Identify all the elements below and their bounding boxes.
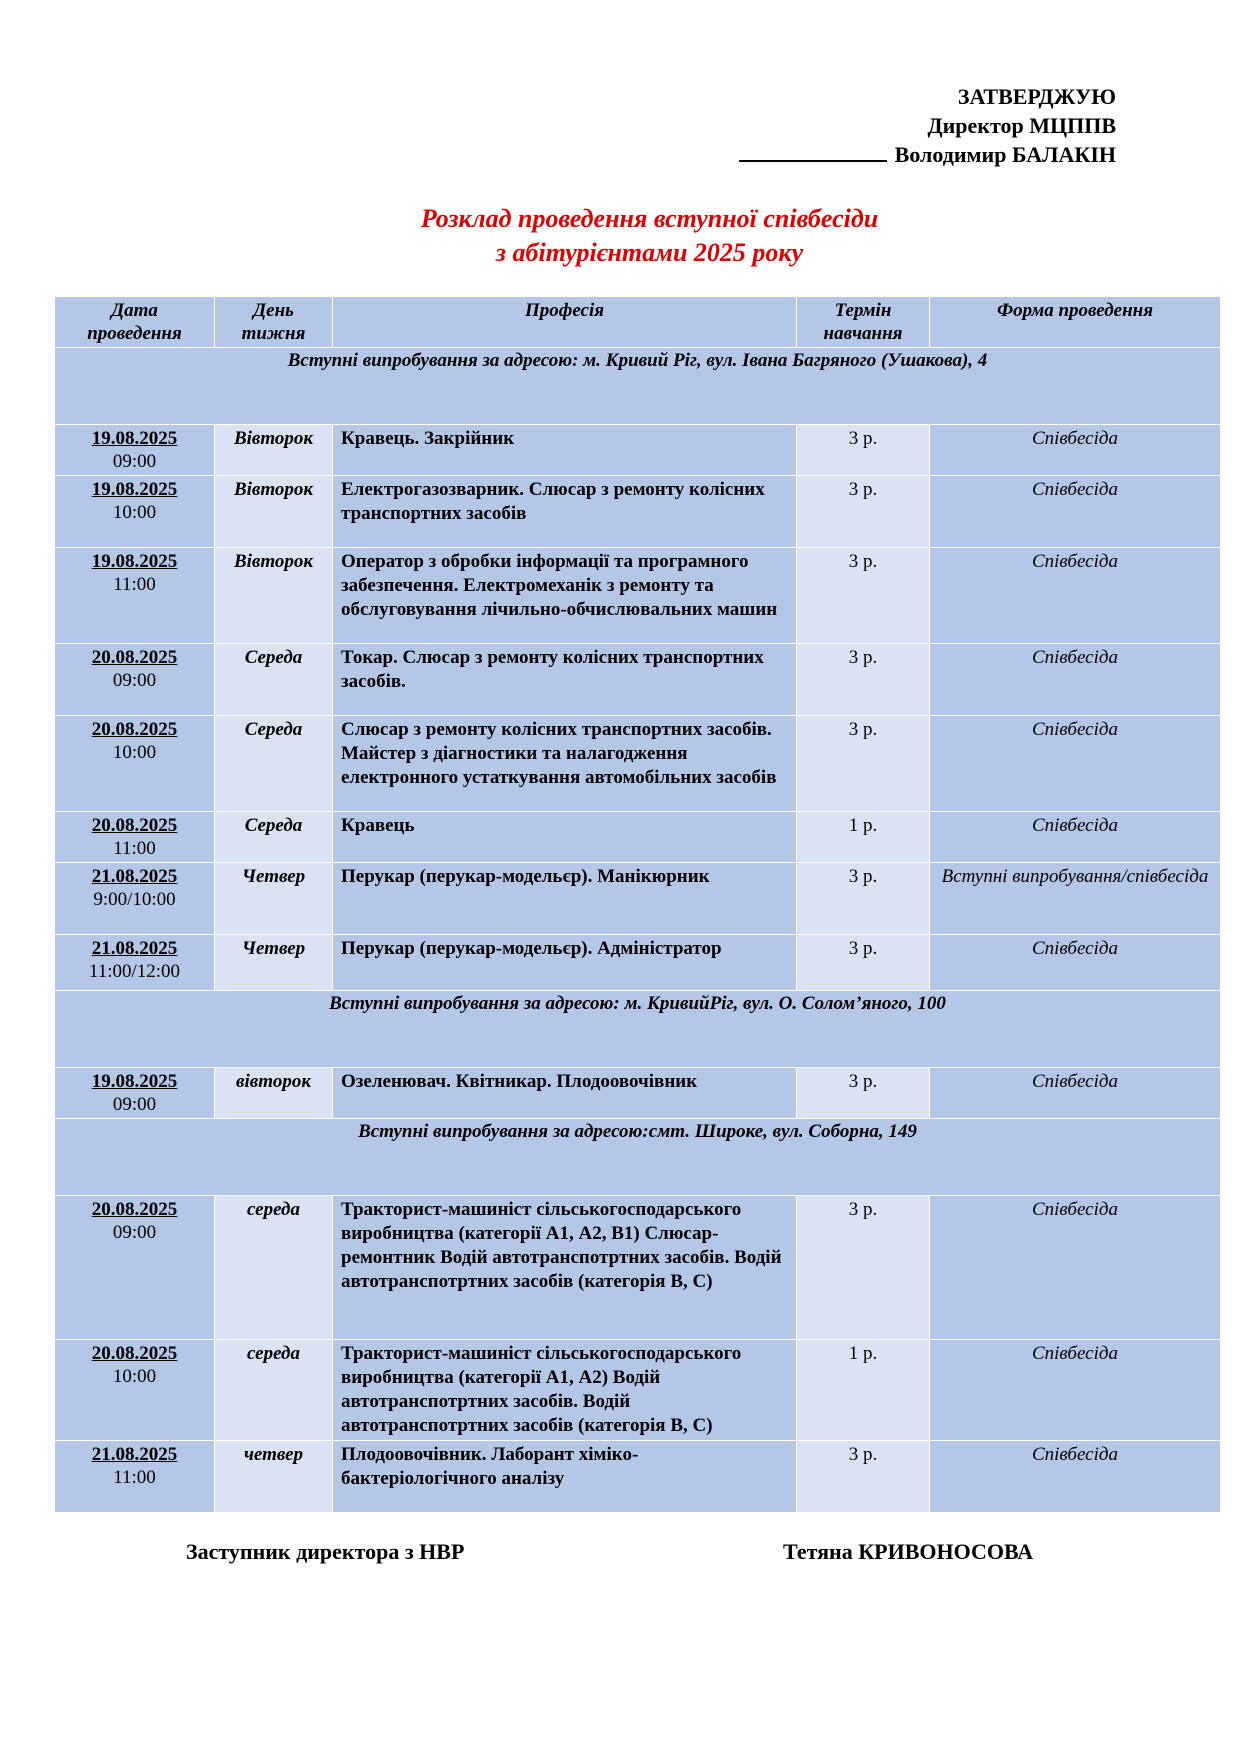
- table-row: [55, 548, 1221, 644]
- term-cell: 3 р.: [797, 425, 930, 476]
- table-row: [55, 935, 1221, 991]
- day-cell: Вівторок: [215, 476, 333, 548]
- header-term: Термін навчання: [797, 297, 930, 348]
- date-cell: [55, 644, 215, 716]
- date-value: 19.08.2025: [91, 1071, 178, 1092]
- table-row: [55, 863, 1221, 935]
- header-day: День тижня: [215, 297, 333, 348]
- signature-underline: [739, 140, 887, 162]
- time-value: 11:00: [113, 838, 156, 859]
- date-cell: [55, 425, 215, 476]
- table-row: [55, 644, 1221, 716]
- form-cell: Співбесіда: [930, 935, 1221, 991]
- date-value: 20.08.2025: [91, 1343, 178, 1364]
- time-value: 09:00: [112, 1094, 157, 1115]
- form-cell: Співбесіда: [930, 1441, 1221, 1513]
- day-cell: вівторок: [215, 1068, 333, 1119]
- term-cell: 3 р.: [797, 1068, 930, 1119]
- profession-cell: Тракторист-машиніст сільськогосподарського виробництва (категорії А1, А2) Водій автотранспотртних засобів. Водій автотранспотртних засобів (категорія В, С): [333, 1340, 797, 1441]
- form-cell: Вступні випробування/співбесіда: [930, 863, 1221, 935]
- director-title: Директор МЦППВ: [927, 113, 1116, 138]
- date-value: 19.08.2025: [91, 551, 178, 572]
- schedule-table: [54, 296, 1221, 1513]
- header-form: Форма проведення: [930, 297, 1221, 348]
- profession-cell: Кравець. Закрійник: [333, 425, 797, 476]
- day-cell: четвер: [215, 1441, 333, 1513]
- form-cell: Співбесіда: [930, 425, 1221, 476]
- day-cell: Вівторок: [215, 425, 333, 476]
- profession-cell: Кравець: [333, 812, 797, 863]
- term-cell: 3 р.: [797, 644, 930, 716]
- section-row: [55, 348, 1221, 425]
- form-cell: Співбесіда: [930, 1068, 1221, 1119]
- table-row: [55, 1196, 1221, 1340]
- director-name: Володимир БАЛАКІН: [894, 142, 1116, 167]
- approval-block: [739, 82, 1116, 169]
- date-value: 21.08.2025: [91, 938, 178, 959]
- date-value: 19.08.2025: [91, 479, 178, 500]
- term-cell: 3 р.: [797, 1196, 930, 1340]
- time-value: 11:00: [113, 574, 156, 595]
- signatory-name: Тетяна КРИВОНОСОВА: [783, 1539, 1034, 1564]
- table-body: [55, 348, 1221, 1513]
- header-date: Дата проведення: [55, 297, 215, 348]
- term-cell: 3 р.: [797, 863, 930, 935]
- time-value: 10:00: [112, 1366, 157, 1387]
- profession-cell: Тракторист-машиніст сільськогосподарського виробництва (категорії А1, А2, В1) Слюсар-ремонтник Водій автотранспотртних засобів. Водій автотранспотртних засобів (категорія В, С): [333, 1196, 797, 1340]
- form-cell: Співбесіда: [930, 716, 1221, 812]
- time-value: 11:00/12:00: [88, 961, 181, 982]
- form-cell: Співбесіда: [930, 1340, 1221, 1441]
- day-cell: середа: [215, 1340, 333, 1441]
- section-row: [55, 1119, 1221, 1196]
- table-row: [55, 425, 1221, 476]
- table-row: [55, 716, 1221, 812]
- profession-cell: Перукар (перукар-модельєр). Манікюрник: [333, 863, 797, 935]
- header-profession: Професія: [333, 297, 797, 348]
- title-line-1: Розклад проведення вступної співбесіди: [420, 204, 879, 233]
- form-cell: Співбесіда: [930, 812, 1221, 863]
- date-cell: [55, 812, 215, 863]
- day-cell: Середа: [215, 716, 333, 812]
- page-title: [0, 202, 1241, 270]
- term-cell: 1 р.: [797, 1340, 930, 1441]
- form-cell: Співбесіда: [930, 548, 1221, 644]
- day-cell: Вівторок: [215, 548, 333, 644]
- date-cell: [55, 1196, 215, 1340]
- date-value: 20.08.2025: [91, 1199, 178, 1220]
- time-value: 09:00: [112, 1222, 157, 1243]
- date-value: 20.08.2025: [91, 647, 178, 668]
- date-cell: [55, 1340, 215, 1441]
- director-signature-line: [739, 140, 1116, 169]
- date-value: 21.08.2025: [91, 866, 178, 887]
- date-cell: [55, 548, 215, 644]
- table-row: [55, 1441, 1221, 1513]
- date-value: 20.08.2025: [91, 815, 178, 836]
- day-cell: Середа: [215, 812, 333, 863]
- day-cell: середа: [215, 1196, 333, 1340]
- term-cell: 1 р.: [797, 812, 930, 863]
- day-cell: Четвер: [215, 935, 333, 991]
- time-value: 9:00/10:00: [93, 889, 176, 910]
- time-value: 10:00: [112, 502, 157, 523]
- profession-cell: Перукар (перукар-модельєр). Адміністратор: [333, 935, 797, 991]
- time-value: 09:00: [112, 451, 157, 472]
- date-cell: [55, 1068, 215, 1119]
- title-line-2: з абітурієнтами 2025 року: [495, 238, 804, 267]
- date-value: 20.08.2025: [91, 719, 178, 740]
- date-cell: [55, 716, 215, 812]
- day-cell: Четвер: [215, 863, 333, 935]
- table-header-row: [55, 297, 1221, 348]
- term-cell: 3 р.: [797, 935, 930, 991]
- form-cell: Співбесіда: [930, 644, 1221, 716]
- date-cell: [55, 476, 215, 548]
- date-cell: [55, 935, 215, 991]
- approval-label: ЗАТВЕРДЖУЮ: [957, 84, 1116, 109]
- date-cell: [55, 1441, 215, 1513]
- date-value: 19.08.2025: [91, 428, 178, 449]
- date-value: 21.08.2025: [91, 1444, 178, 1465]
- table-row: [55, 1340, 1221, 1441]
- date-cell: [55, 863, 215, 935]
- term-cell: 3 р.: [797, 716, 930, 812]
- profession-cell: Оператор з обробки інформації та програмного забезпечення. Електромеханік з ремонту та обслуговування лічильно-обчислювальних машин: [333, 548, 797, 644]
- time-value: 11:00: [113, 1467, 156, 1488]
- section-heading: Вступні випробування за адресою: м. КривийРіг, вул. О. Солом’яного, 100: [55, 991, 1221, 1068]
- profession-cell: Слюсар з ремонту колісних транспортних засобів. Майстер з діагностики та налагодження електронного устаткування автомобільних засобів: [333, 716, 797, 812]
- section-heading: Вступні випробування за адресою:смт. Широке, вул. Соборна, 149: [55, 1119, 1221, 1196]
- section-row: [55, 991, 1221, 1068]
- term-cell: 3 р.: [797, 1441, 930, 1513]
- profession-cell: Електрогазозварник. Слюсар з ремонту колісних транспортних засобів: [333, 476, 797, 548]
- term-cell: 3 р.: [797, 476, 930, 548]
- table-row: [55, 812, 1221, 863]
- section-heading: Вступні випробування за адресою: м. Кривий Ріг, вул. Івана Багряного (Ушакова), 4: [55, 348, 1221, 425]
- profession-cell: Плодоовочівник. Лаборант хіміко-бактеріологічного аналізу: [333, 1441, 797, 1513]
- table-row: [55, 476, 1221, 548]
- form-cell: Співбесіда: [930, 1196, 1221, 1340]
- profession-cell: Озеленювач. Квітникар. Плодоовочівник: [333, 1068, 797, 1119]
- profession-cell: Токар. Слюсар з ремонту колісних транспортних засобів.: [333, 644, 797, 716]
- day-cell: Середа: [215, 644, 333, 716]
- time-value: 10:00: [112, 742, 157, 763]
- form-cell: Співбесіда: [930, 476, 1221, 548]
- term-cell: 3 р.: [797, 548, 930, 644]
- signatory-position: Заступник директора з НВР: [186, 1539, 465, 1564]
- table-row: [55, 1068, 1221, 1119]
- time-value: 09:00: [112, 670, 157, 691]
